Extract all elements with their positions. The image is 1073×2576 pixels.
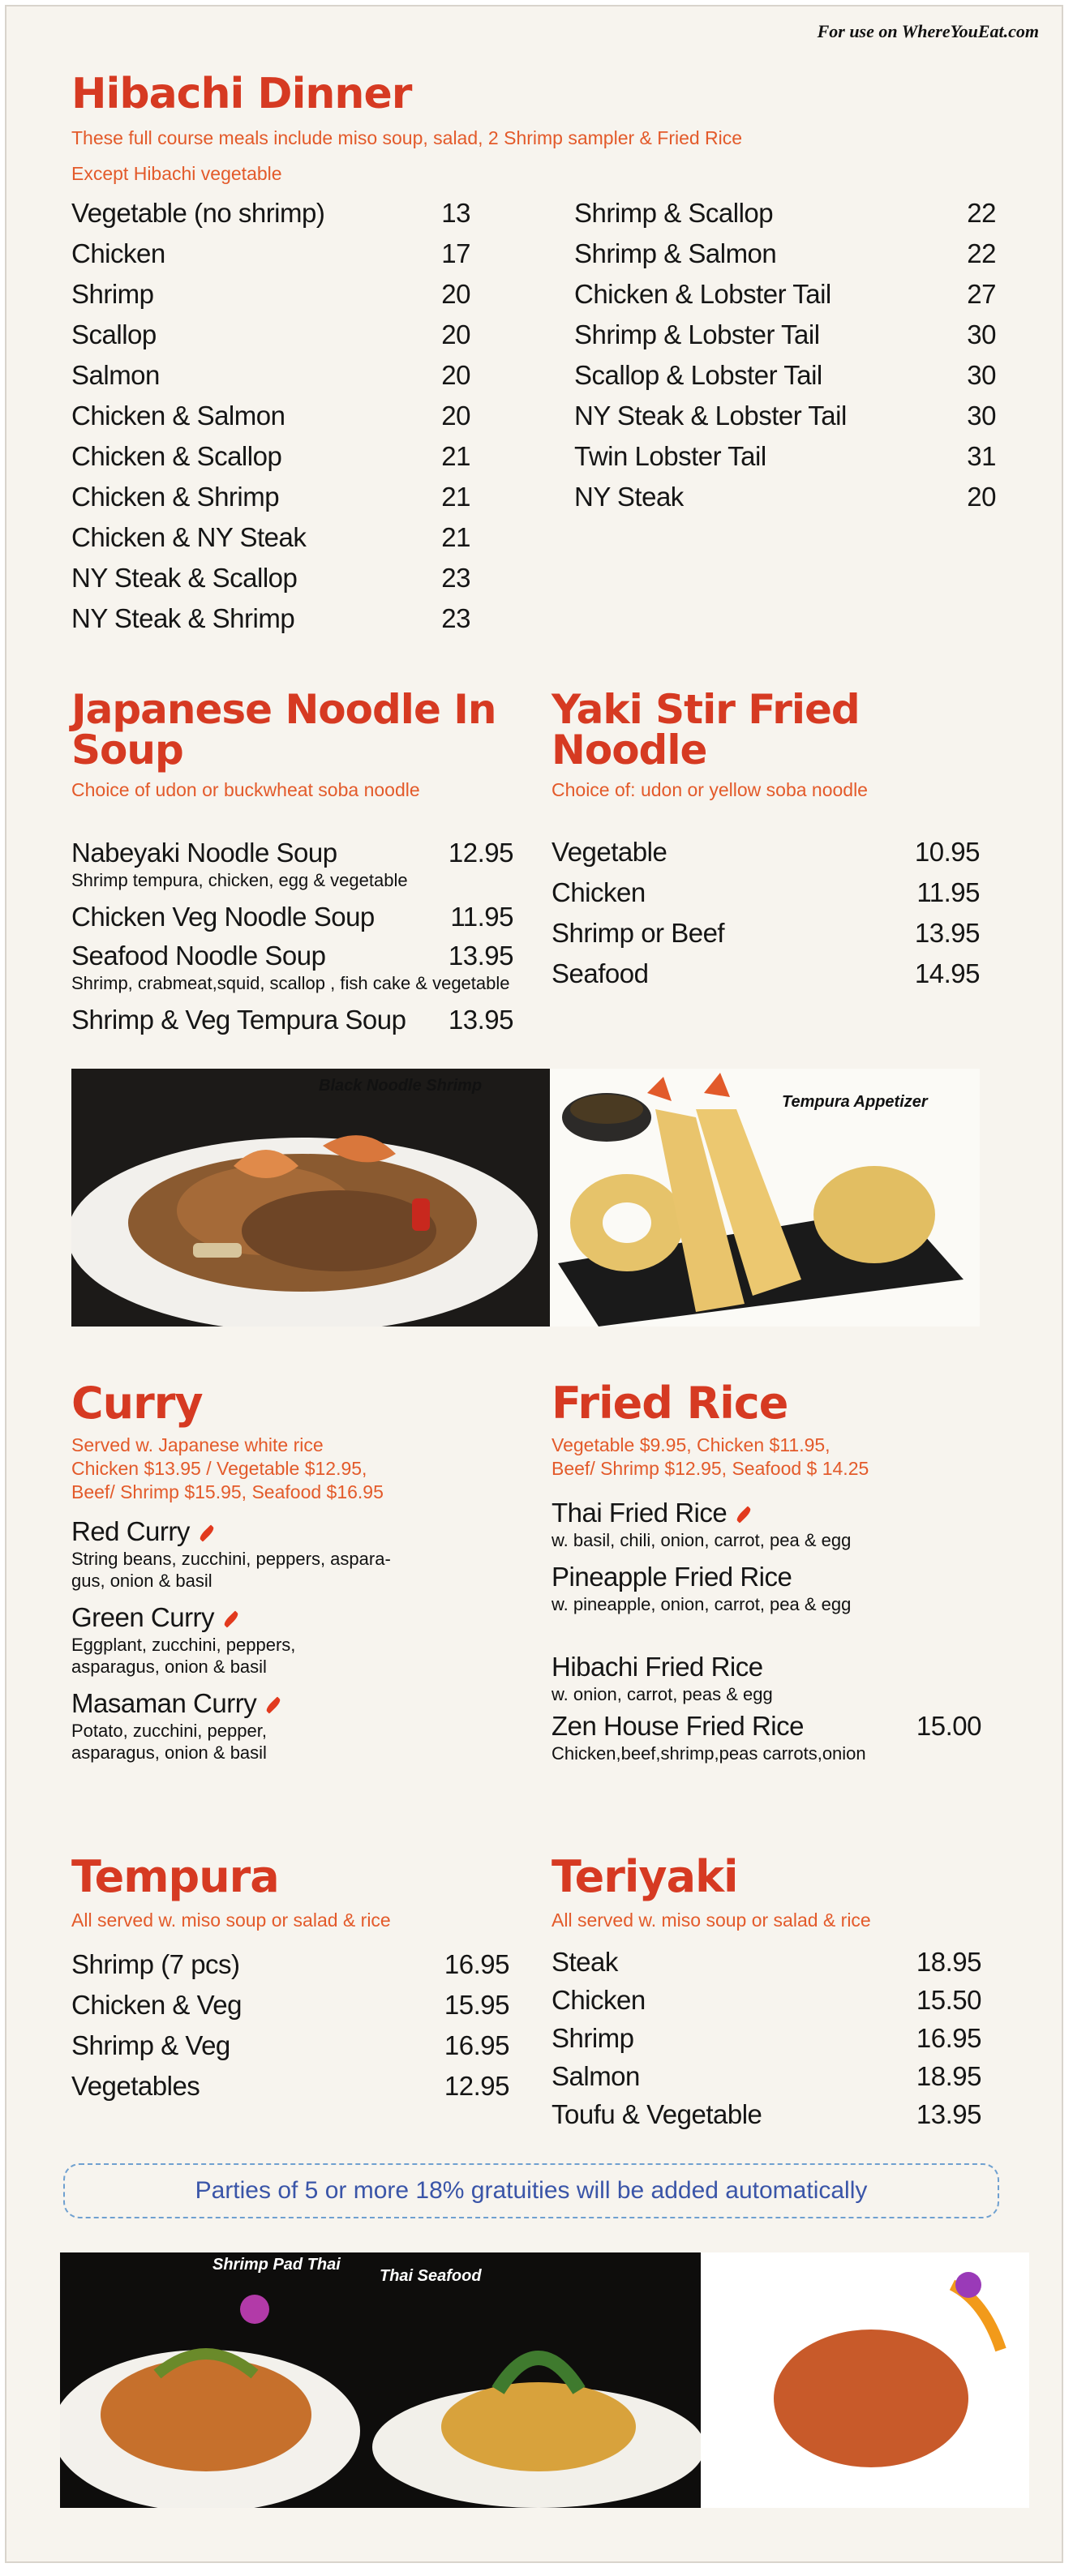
menu-item: Shrimp 20 <box>71 279 470 309</box>
hibachi-section <box>71 70 996 639</box>
menu-item: Twin Lobster Tail 31 <box>574 441 996 471</box>
menu-item: Chicken 17 <box>71 238 470 268</box>
menu-item: Scallop & Lobster Tail 30 <box>574 360 996 390</box>
menu-item: NY Steak & Scallop 23 <box>71 563 470 593</box>
menu-item: Shrimp & Salmon 22 <box>574 238 996 268</box>
item-description: gus, onion & basil <box>71 1571 212 1591</box>
caption-shrimp-pad-thai: Shrimp Pad Thai <box>212 2256 341 2274</box>
menu-item: Chicken & Salmon 20 <box>71 401 470 431</box>
menu-item: Thai Fried Rice <box>552 1497 981 1529</box>
item-description: asparagus, onion & basil <box>71 1742 267 1763</box>
hibachi-subtitle: These full course meals include miso soup, salad, 2 Shrimp sampler & Fried Rice <box>71 127 743 148</box>
item-description: Shrimp, crabmeat,squid, scallop , fish cake & vegetable <box>71 973 510 993</box>
item-description: w. basil, chili, onion, carrot, pea & egg <box>552 1530 852 1550</box>
spicy-icon <box>736 1507 753 1524</box>
hibachi-note: Except Hibachi vegetable <box>71 163 282 184</box>
item-description: Chicken,beef,shrimp,peas carrots,onion <box>552 1743 866 1764</box>
menu-item: Seafood Noodle Soup 13.95 <box>71 941 513 971</box>
menu-item: Chicken & Scallop 21 <box>71 441 470 471</box>
menu-item: Vegetable 10.95 <box>552 837 980 867</box>
menu-item: Green Curry <box>71 1601 493 1634</box>
menu-item: Shrimp & Veg 16.95 <box>71 2030 509 2060</box>
photo-strip <box>60 2252 1029 2508</box>
hibachi-left-list <box>71 193 470 639</box>
noodle-soup-title: Japanese Noodle In Soup <box>71 686 496 774</box>
item-description: Potato, zucchini, pepper, <box>71 1721 267 1741</box>
fried-rice-prices-line2: Beef/ Shrimp $12.95, Seafood $ 14.25 <box>552 1458 869 1479</box>
menu-item: Vegetable (no shrimp) 13 <box>71 198 470 228</box>
menu-item: Shrimp & Scallop 22 <box>574 198 996 228</box>
caption-shrimp-teriyaki: Shrimp Teriyaki <box>717 2267 839 2285</box>
menu-item: Chicken 15.50 <box>552 1985 981 2015</box>
menu-item: Steak 18.95 <box>552 1947 981 1977</box>
gratuity-notice: Parties of 5 or more 18% gratuities will be added automatically <box>63 2163 999 2218</box>
yaki-section <box>552 686 980 994</box>
hibachi-title: Hibachi Dinner <box>71 70 412 118</box>
item-description: w. pineapple, onion, carrot, pea & egg <box>552 1594 852 1614</box>
menu-item: Shrimp 16.95 <box>552 2023 981 2053</box>
fried-rice-title: Fried Rice <box>552 1378 788 1429</box>
caption-black-noodle-shrimp: Black Noodle Shrimp <box>319 1077 483 1095</box>
dishes-photo-strip-image <box>60 2252 1029 2508</box>
menu-item: NY Steak & Shrimp 23 <box>71 603 470 633</box>
teriyaki-section <box>552 1851 981 2133</box>
teriyaki-title: Teriyaki <box>552 1851 738 1902</box>
fried-rice-section <box>552 1378 981 1764</box>
teriyaki-subtitle: All served w. miso soup or salad & rice <box>552 1909 871 1931</box>
item-description: Eggplant, zucchini, peppers, <box>71 1635 296 1655</box>
hibachi-right-list <box>574 193 996 639</box>
curry-prices-line2: Beef/ Shrimp $15.95, Seafood $16.95 <box>71 1481 384 1502</box>
menu-item: Scallop 20 <box>71 319 470 349</box>
menu-item: Chicken & NY Steak 21 <box>71 522 470 552</box>
menu-item: Shrimp & Veg Tempura Soup 13.95 <box>71 1005 513 1035</box>
menu-item: Chicken & Lobster Tail 27 <box>574 279 996 309</box>
item-description: Shrimp tempura, chicken, egg & vegetable <box>71 870 408 890</box>
spicy-icon <box>222 1611 239 1628</box>
noodle-soup-section <box>71 686 513 1036</box>
curry-title: Curry <box>71 1378 203 1429</box>
menu-item: NY Steak & Lobster Tail 30 <box>574 401 996 431</box>
menu-page <box>5 5 1063 2563</box>
menu-item: Chicken 11.95 <box>552 877 980 907</box>
caption-tempura-appetizer: Tempura Appetizer <box>782 1093 928 1111</box>
watermark: For use on WhereYouEat.com <box>817 21 1039 41</box>
photo-black-noodle-shrimp <box>71 1069 550 1327</box>
menu-item: Masaman Curry <box>71 1687 493 1720</box>
menu-item: Vegetables 12.95 <box>71 2071 509 2101</box>
fried-rice-prices-line1: Vegetable $9.95, Chicken $11.95, <box>552 1434 831 1455</box>
tempura-section <box>71 1851 509 2107</box>
curry-section <box>71 1378 493 1764</box>
spicy-icon <box>198 1525 215 1542</box>
menu-item: Salmon 20 <box>71 360 470 390</box>
yaki-title: Yaki Stir Fried Noodle <box>552 686 860 774</box>
caption-thai-seafood: Thai Seafood <box>380 2267 482 2285</box>
spicy-icon <box>265 1697 282 1714</box>
photo-tempura-appetizer <box>550 1069 980 1327</box>
menu-item: Shrimp & Lobster Tail 30 <box>574 319 996 349</box>
menu-item: Red Curry <box>71 1515 493 1548</box>
menu-item: Nabeyaki Noodle Soup 12.95 <box>71 838 513 868</box>
menu-item: Toufu & Vegetable 13.95 <box>552 2099 981 2129</box>
yaki-subtitle: Choice of: udon or yellow soba noodle <box>552 779 868 800</box>
menu-item: Salmon 18.95 <box>552 2061 981 2091</box>
menu-item: Zen House Fried Rice 15.00 <box>552 1711 981 1741</box>
noodle-soup-subtitle: Choice of udon or buckwheat soba noodle <box>71 779 420 800</box>
item-description: String beans, zucchini, peppers, aspara- <box>71 1549 391 1569</box>
curry-subtitle: Served w. Japanese white rice <box>71 1434 324 1455</box>
menu-item: Hibachi Fried Rice <box>552 1652 763 1682</box>
menu-item: NY Steak 20 <box>574 482 996 512</box>
menu-item: Pineapple Fried Rice <box>552 1562 792 1592</box>
tempura-subtitle: All served w. miso soup or salad & rice <box>71 1909 391 1931</box>
menu-item: Chicken Veg Noodle Soup 11.95 <box>71 902 513 932</box>
item-description: asparagus, onion & basil <box>71 1657 267 1677</box>
tempura-title: Tempura <box>71 1851 279 1902</box>
menu-item: Shrimp (7 pcs) 16.95 <box>71 1949 509 1979</box>
menu-item: Chicken & Shrimp 21 <box>71 482 470 512</box>
menu-item: Chicken & Veg 15.95 <box>71 1990 509 2020</box>
item-description: w. onion, carrot, peas & egg <box>552 1684 773 1704</box>
curry-prices-line1: Chicken $13.95 / Vegetable $12.95, <box>71 1458 367 1479</box>
menu-item: Shrimp or Beef 13.95 <box>552 918 980 948</box>
black-noodle-shrimp-image <box>71 1069 550 1327</box>
menu-item: Seafood 14.95 <box>552 958 980 988</box>
